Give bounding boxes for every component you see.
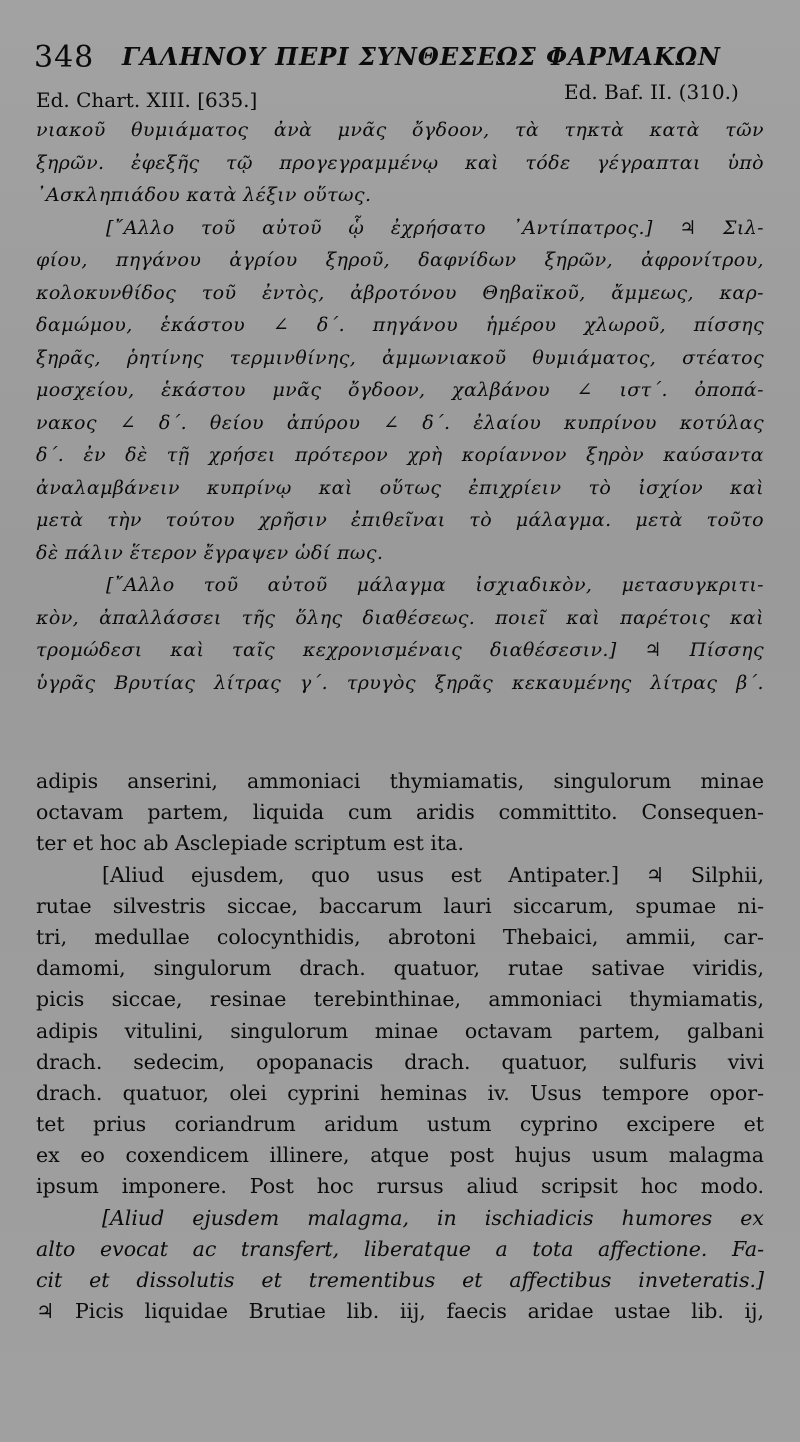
greek-line: φίου, πηγάνου ἀγρίου ξηροῦ, δαφνίδων ξηρῶν, ἀφρονίτρου, [36,249,764,271]
latin-line: alto evocat ac transfert, liberatque a tota affectione. Fa- [36,1236,764,1261]
greek-line: κολοκυνθίδος τοῦ ἐντὸς, ἀβροτόνου Θηβαϊκοῦ, ἄμμεως, καρ- [36,281,764,304]
running-title: ΓΑΛΗΝΟΥ ΠΕΡΙ ΣΥΝΘΕΣΕΩΣ ΦΑΡΜΑΚΩΝ [122,42,721,71]
latin-line: damomi, singulorum drach. quatuor, rutae sativae viridis, [36,956,764,981]
edition-reference-basel: Ed. Baf. II. (310.) [564,80,739,104]
latin-line: ter et hoc ab Asclepiade scriptum est ita. [36,831,464,856]
latin-line: ex eo coxendicem illinere, atque post hujus usum malagma [36,1143,764,1168]
page-number: 348 [34,40,95,75]
latin-line: ♃ Picis liquidae Brutiae lib. iij, faecis aridae ustae lib. ij, [36,1299,764,1324]
greek-text-block [36,114,764,699]
greek-line: δὲ πάλιν ἕτερον ἔγραψεν ὡδί πως. [36,541,384,564]
latin-line: rutae silvestris siccae, baccarum lauri siccarum, spumae ni- [36,893,764,918]
edition-reference-chartier: Ed. Chart. XIII. [635.] [36,88,258,112]
latin-line: picis siccae, resinae terebinthinae, ammoniaci thymiamatis, [36,987,764,1012]
greek-line: νακος ∠ δ΄. θείου ἀπύρου ∠ δ΄. ἐλαίου κυπρίνου κοτύλας [36,411,764,434]
latin-line: cit et dissolutis et trementibus et affectibus inveteratis.] [36,1268,764,1292]
latin-text-block [36,766,764,1327]
latin-line: tri, medullae colocynthidis, abrotoni Thebaici, ammii, car- [36,924,764,949]
latin-line: tet prius coriandrum aridum ustum cyprino excipere et [36,1112,764,1137]
greek-line: ἀναλαμβάνειν κυπρίνῳ καὶ οὕτως ἐπιχρίειν τὸ ἰσχίον καὶ [36,476,764,499]
latin-line: drach. sedecim, opopanacis drach. quatuor, sulfuris vivi [36,1049,764,1074]
greek-line: μετὰ τὴν τούτου χρῆσιν ἐπιθεῖναι τὸ μάλαγμα. μετὰ τοῦτο [36,509,764,531]
greek-line: νιακοῦ θυμιάματος ἀνὰ μνᾶς ὄγδοον, τὰ τηκτὰ κατὰ τῶν [36,119,764,141]
latin-line: [Aliud ejusdem malagma, in ischiadicis humores ex [102,1205,764,1230]
greek-line: τρομώδεσι καὶ ταῖς κεχρονισμέναις διαθέσεσιν.] ♃ Πίσσης [36,639,764,661]
greek-line: [῎Αλλο τοῦ αὐτοῦ ᾧ ἐχρήσατο ᾿Αντίπατρος.] ♃ Σιλ- [106,216,764,239]
greek-line: ᾿Ασκληπιάδου κατὰ λέξιν οὕτως. [36,184,372,206]
greek-line: ξηρῶν. ἐφεξῆς τῷ προγεγραμμένῳ καὶ τόδε γέγραπται ὑπὸ [36,151,764,174]
greek-line: [῎Αλλο τοῦ αὐτοῦ μάλαγμα ἰσχιαδικὸν, μετασυγκριτι- [106,574,764,596]
running-head [34,40,774,80]
latin-line: [Aliud ejusdem, quo usus est Antipater.] ♃ Silphii, [102,862,764,887]
greek-line: δ΄. ἐν δὲ τῇ χρήσει πρότερον χρὴ κορίαννον ξηρὸν καύσαντα [36,444,764,466]
latin-line: ipsum imponere. Post hoc rursus aliud scripsit hoc modo. [36,1174,764,1199]
latin-line: octavam partem, liquida cum aridis committito. Consequen- [36,800,764,825]
greek-line: μοσχείου, ἑκάστου μνᾶς ὄγδοον, χαλβάνου ∠ ιστ΄. ὀποπά- [36,379,764,401]
greek-line: δαμώμου, ἑκάστου ∠ δ΄. πηγάνου ἡμέρου χλωροῦ, πίσσης [36,314,764,336]
greek-line: ξηρᾶς, ῥητίνης τερμινθίνης, ἀμμωνιακοῦ θυμιάματος, στέατος [36,346,764,369]
latin-line: adipis anserini, ammoniaci thymiamatis, singulorum minae [36,769,764,793]
greek-line: ὑγρᾶς Βρυτίας λίτρας γ΄. τρυγὸς ξηρᾶς κεκαυμένης λίτρας β΄. [36,671,764,694]
latin-line: adipis vitulini, singulorum minae octavam partem, galbani [36,1018,764,1043]
greek-line: κὸν, ἀπαλλάσσει τῆς ὅλης διαθέσεως. ποιεῖ καὶ παρέτοις καὶ [36,606,764,629]
latin-line: drach. quatuor, olei cyprini heminas iv. Usus tempore opor- [36,1080,764,1105]
